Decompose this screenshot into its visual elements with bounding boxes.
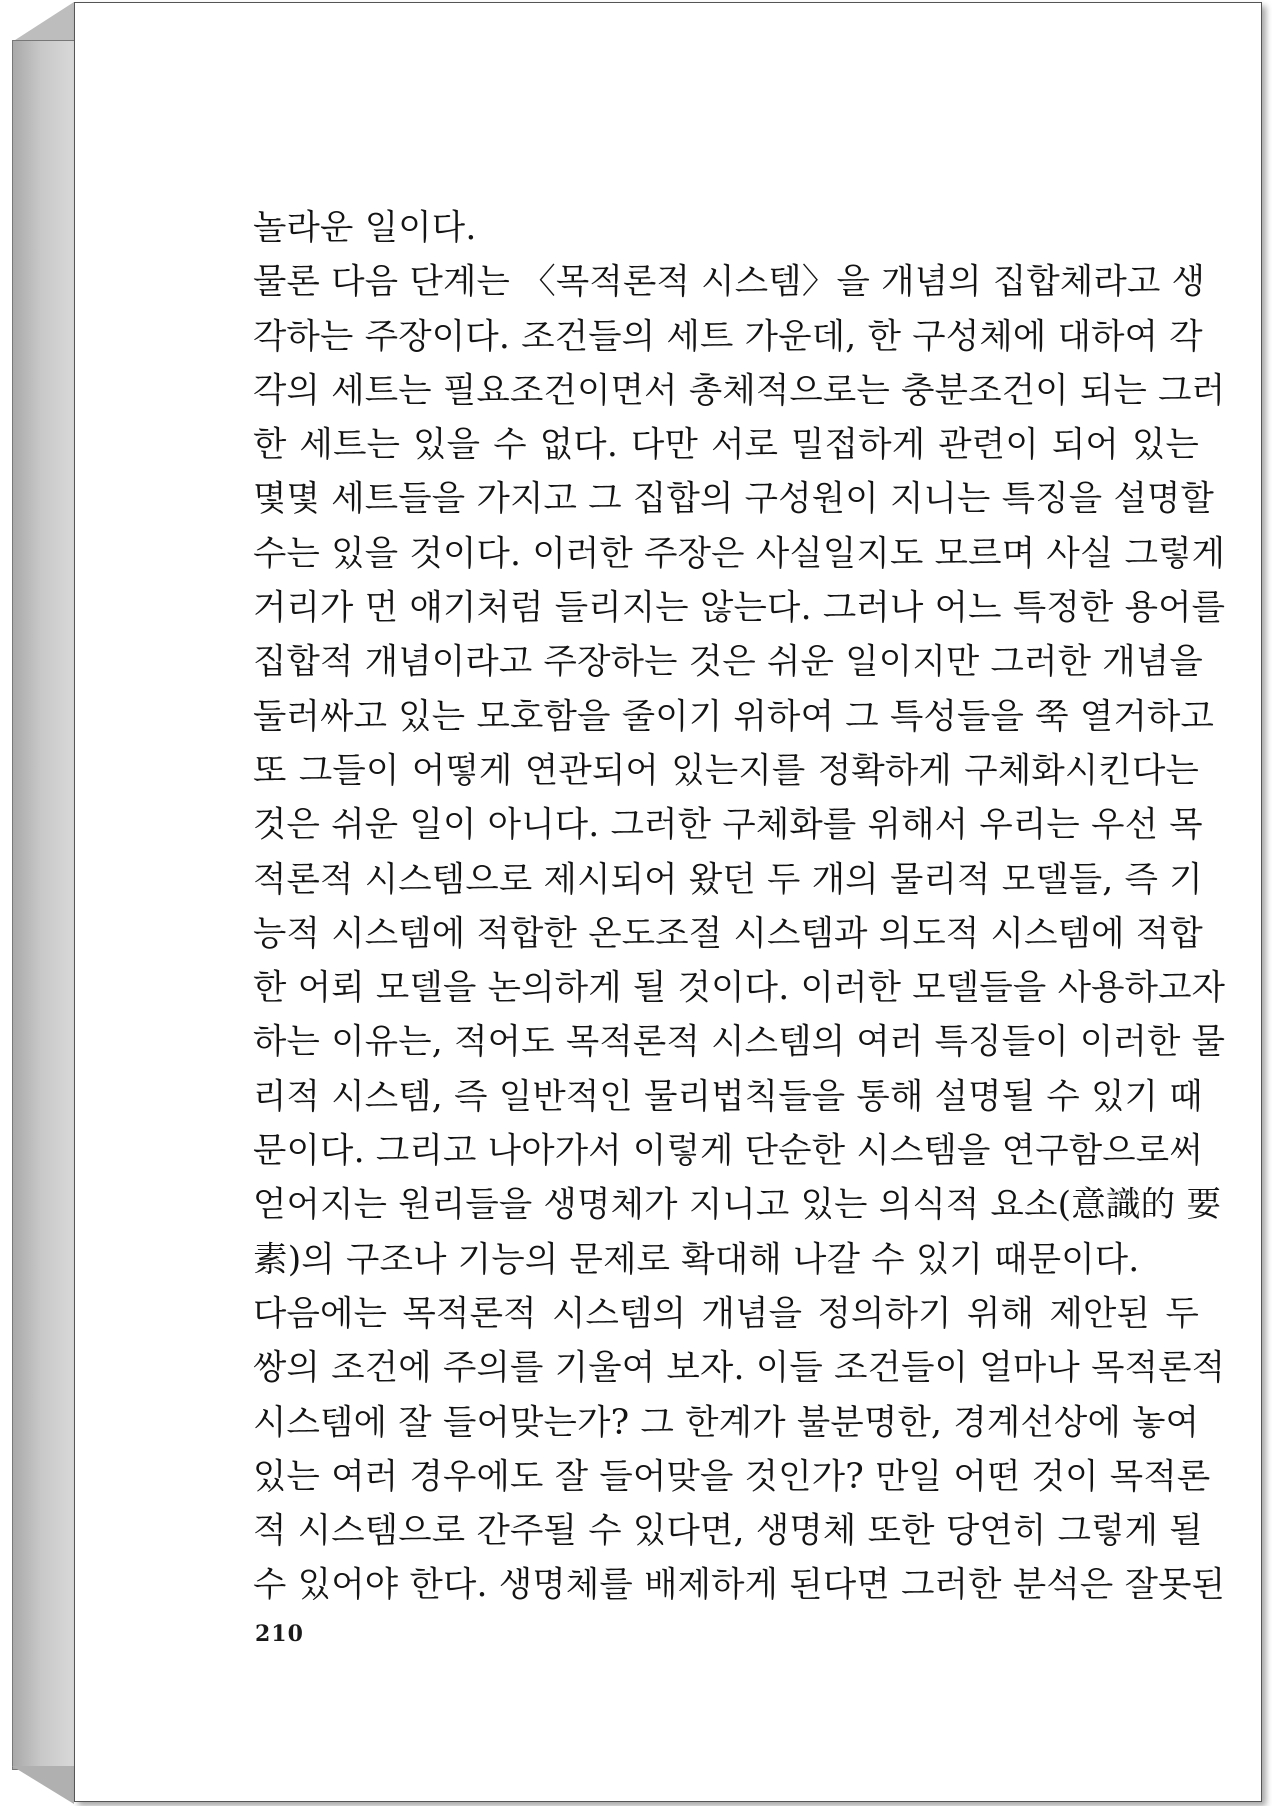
text-line: 있는 여러 경우에도 잘 들어맞을 것인가? 만일 어떤 것이 목적론 [253, 1456, 1211, 1497]
page-number: 210 [255, 1621, 304, 1647]
text-line: 능적 시스템에 적합한 온도조절 시스템과 의도적 시스템에 적합 [253, 913, 1203, 954]
text-line: 것은 쉬운 일이 아니다. 그러한 구체화를 위해서 우리는 우선 목 [253, 805, 1203, 846]
text-line: 한 어뢰 모델을 논의하게 될 것이다. 이러한 모델들을 사용하고자 [253, 968, 1226, 1009]
text-line: 다음에는 목적론적 시스템의 개념을 정의하기 위해 제안된 두 [253, 1293, 1199, 1334]
text-line: 리적 시스템, 즉 일반적인 물리법칙들을 통해 설명될 수 있기 때 [253, 1076, 1203, 1117]
book-spine-bottom [12, 1766, 74, 1804]
text-line: 수는 있을 것이다. 이러한 주장은 사실일지도 모르며 사실 그렇게 [253, 533, 1226, 574]
text-line: 素)의 구조나 기능의 문제로 확대해 나갈 수 있기 때문이다. [253, 1239, 1140, 1280]
text-line: 각하는 주장이다. 조건들의 세트 가운데, 한 구성체에 대하여 각 [253, 316, 1203, 357]
text-line: 거리가 먼 얘기처럼 들리지는 않는다. 그러나 어느 특정한 용어를 [253, 588, 1226, 629]
body-text [253, 201, 1226, 1613]
text-line: 수 있어야 한다. 생명체를 배제하게 된다면 그러한 분석은 잘못된 [253, 1565, 1226, 1606]
book-spine [12, 40, 76, 1770]
text-line: 적론적 시스템으로 제시되어 왔던 두 개의 물리적 모델들, 즉 기 [253, 859, 1203, 900]
text-line: 시스템에 잘 들어맞는가? 그 한계가 불분명한, 경계선상에 놓여 [253, 1402, 1200, 1443]
text-line: 쌍의 조건에 주의를 기울여 보자. 이들 조건들이 얼마나 목적론적 [253, 1348, 1226, 1389]
text-line: 각의 세트는 필요조건이면서 총체적으로는 충분조건이 되는 그러 [253, 370, 1226, 411]
text-line: 놀라운 일이다. [253, 208, 477, 248]
book-spine-top [12, 2, 74, 42]
text-line: 물론 다음 단계는 〈목적론적 시스템〉을 개념의 집합체라고 생 [253, 262, 1206, 303]
text-line: 또 그들이 어떻게 연관되어 있는지를 정확하게 구체화시킨다는 [253, 750, 1199, 791]
text-line: 몇몇 세트들을 가지고 그 집합의 구성원이 지니는 특징을 설명할 [253, 479, 1215, 520]
text-line: 얻어지는 원리들을 생명체가 지니고 있는 의식적 요소(意識的 要 [253, 1185, 1222, 1226]
text-line: 한 세트는 있을 수 없다. 다만 서로 밀접하게 관련이 되어 있는 [253, 425, 1199, 466]
text-line: 문이다. 그리고 나아가서 이렇게 단순한 시스템을 연구함으로써 [253, 1131, 1203, 1172]
text-line: 적 시스템으로 간주될 수 있다면, 생명체 또한 당연히 그렇게 될 [253, 1511, 1203, 1552]
book-page [74, 2, 1262, 1802]
text-line: 집합적 개념이라고 주장하는 것은 쉬운 일이지만 그러한 개념을 [253, 642, 1203, 683]
text-line: 둘러싸고 있는 모호함을 줄이기 위하여 그 특성들을 쭉 열거하고 [253, 696, 1215, 737]
text-line: 하는 이유는, 적어도 목적론적 시스템의 여러 특징들이 이러한 물 [253, 1022, 1226, 1063]
